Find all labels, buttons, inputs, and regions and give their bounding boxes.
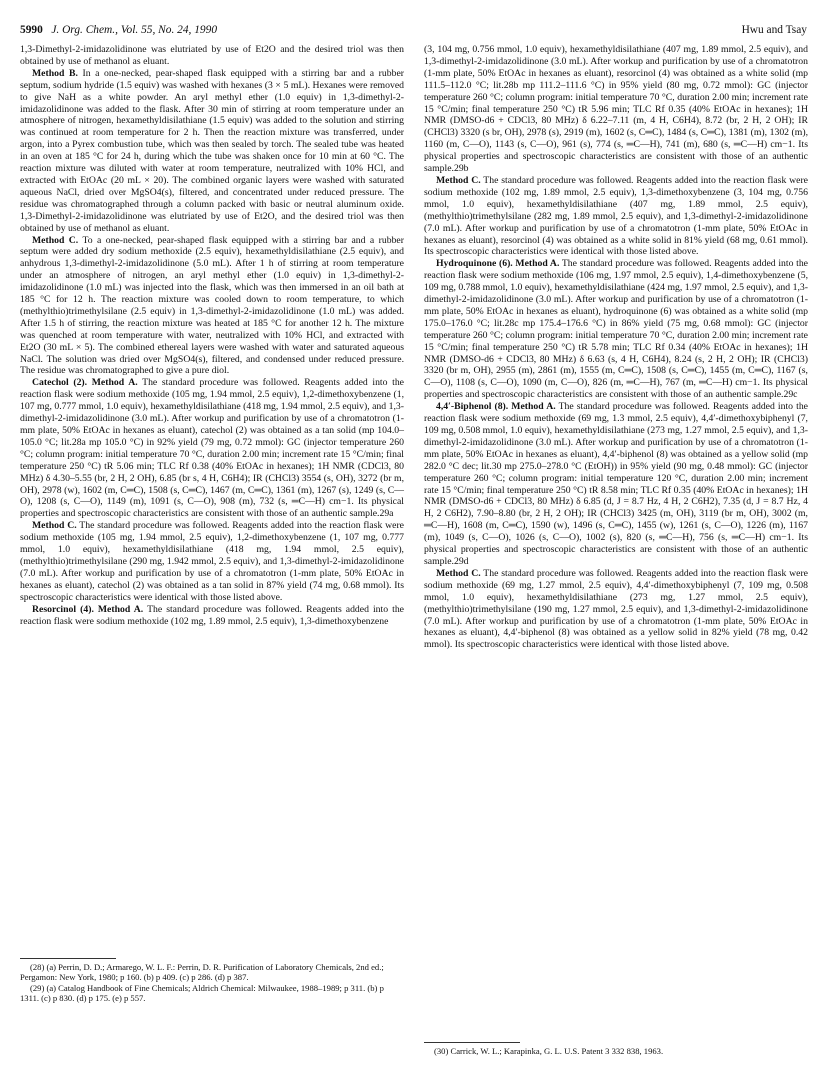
paragraph-lead: Method C. (32, 520, 77, 532)
paragraph-lead: Method C. (436, 567, 481, 579)
paragraph-lead: Resorcinol (4). Method A. (32, 603, 144, 615)
paragraph: Method C. The standard procedure was followed. Reagents added into the reaction flask were sodium methoxide (102 mg, 1.89 mmol, 2.5 equiv), 1,3-dimethoxybenzene (3, 104 mg, 0.756 mmol, 1.0 equiv), hexamethyldisilathiane (407 mg, 1.89 mmol, 2.5 equiv), (methylthio)trimethylsilane (282 mg, 1.89 mmol, 2.5 equiv), and 1,3-dimethyl-2-imidazolidinone (7.0 mL). After workup and purification by use of a chromatotron (1-mm plate, 50% EtOAc in hexanes as eluant), resorcinol (4) was obtained as a white solid in 81% yield (68 mg, 0.61 mmol). Its spectroscopic characteristics were identical with those listed above. (424, 174, 808, 258)
footnotes-right (424, 1046, 808, 1056)
paragraph: (3, 104 mg, 0.756 mmol, 1.0 equiv), hexamethyldisilathiane (407 mg, 1.89 mmol, 2.5 equiv), and 1,3-dimethyl-2-imidazolidinone (3.0 mL). After workup and purification by use of a chromatotron (1-mm plate, 50% EtOAc in hexanes as eluant), resorcinol (4) was obtained as a white solid (mp 111.5–112.0 °C; lit.28b mp 111.2–111.6 °C) in 95% yield (80 mg, 0.72 mmol): GC (injector temperature 260 °C; column program: initial temperature 70 °C, duration 2.00 min; increment rate 15 °C/min; final temperature 250 °C) tR 5.96 min; TLC Rf 0.35 (40% EtOAc in hexanes); 1H NMR (DMSO-d6 + CDCl3, 80 MHz) δ 6.22–7.11 (m, 4 H, C6H4), 8.72 (br, 2 H, 2 OH); IR (CHCl3) 3320 (s br, OH), 2978 (s), 2919 (m), 1602 (s, C═C), 1484 (s, C═C), 1381 (m), 1302 (m), 1160 (m, C—O), 1143 (s, C—O), 961 (s), 774 (s, ═C—H), 741 (m), 680 (s, ═C—H) cm−1. Its physical properties and spectroscopic characteristics are consistent with those of an authentic sample.29b (424, 44, 808, 175)
paragraph: Method C. To a one-necked, pear-shaped flask equipped with a stirring bar and a rubber septum were added dry sodium methoxide (2.5 equiv), hexamethyldisilathiane (2.5 equiv), and anhydrous 1,3-dimethyl-2-imidazolidinone (5.0 mL). After 1 h of stirring at room temperature under an atmosphere of nitrogen, an aryl methyl ether (1.0 equiv) in 1,3-dimethyl-2-imidazolidinone (1.0 mL) was injected into the flask, which was then immersed in an oil bath at 185 °C for 12 h. The reaction mixture was cooled down to room temperature, to which (methylthio)trimethylsilane (2.5 equiv) in 1,3-dimethyl-2-imidazolidinone (1.0 mL) was added. After 1.5 h of stirring, the reaction mixture was heated at 185 °C for another 12 h. The mixture was quenched at room temperature with water, neutralized with 10% HCl, and extracted with Et2O (30 mL × 5). The combined ethereal layers were washed with water and saturated aqueous NaCl. The solution was dried over MgSO4(s), filtered, and condensed under reduced pressure. The residue was chromatographed to give a pure diol. (20, 234, 404, 377)
authors: Hwu and Tsay (741, 24, 807, 36)
footnote: (30) Carrick, W. L.; Karapinka, G. L. U.S. Patent 3 332 838, 1963. (434, 1046, 664, 1056)
paragraph-lead: Method C. (32, 234, 79, 246)
paragraph-lead: Hydroquinone (6). Method A. (436, 258, 560, 270)
left-column (20, 44, 404, 627)
page-number: 5990 (20, 24, 43, 36)
paragraph-lead: Method B. (32, 67, 78, 79)
paragraph: Method C. The standard procedure was followed. Reagents added into the reaction flask were sodium methoxide (69 mg, 1.27 mmol, 2.5 equiv), 4,4′-dimethoxybiphenyl (7, 109 mg, 0.508 mmol, 1.0 equiv), hexamethyldisilathiane (273 mg, 1.27 mmol, 2.5 equiv), (methylthio)trimethylsilane (190 mg, 1.27 mmol, 2.5 equiv), and 1,3-dimethyl-2-imidazolidinone (7.0 mL). After workup and purification by use of a chromatotron (1-mm plate, 50% EtOAc in hexanes as eluant), 4,4′-biphenol (8) was obtained as a yellow solid in 82% yield (78 mg, 0.42 mmol). Its spectroscopic characteristics were identical with those listed above. (424, 567, 808, 651)
paragraph-lead: 4,4′-Biphenol (8). Method A. (436, 401, 556, 413)
paragraph: Resorcinol (4). Method A. The standard procedure was followed. Reagents added into the reaction flask were sodium methoxide (102 mg, 1.89 mmol, 2.5 equiv), 1,3-dimethoxybenzene (20, 603, 404, 627)
right-column (424, 44, 808, 651)
footnote-rule (424, 1042, 520, 1043)
journal-citation: J. Org. Chem., Vol. 55, No. 24, 1990 (51, 24, 218, 36)
footnote: (28) (a) Perrin, D. D.; Armarego, W. L. F.: Perrin, D. R. Purification of Laboratory Chemicals, 2nd ed.; Pergamon: New York, 1980; p 160. (b) p 409. (c) p 286. (d) p 387. (20, 962, 384, 983)
paragraph-lead: Method C. (436, 174, 481, 186)
running-header (20, 22, 807, 38)
footnote: (29) (a) Catalog Handbook of Fine Chemicals; Aldrich Chemical: Milwaukee, 1988–1989; p 311. (b) p 1311. (c) p 830. (d) p 175. (e) p 557. (20, 982, 384, 1004)
footnote-rule (20, 958, 116, 959)
paragraph: Catechol (2). Method A. The standard procedure was followed. Reagents added into the reaction flask were sodium methoxide (105 mg, 1.94 mmol, 2.5 equiv), 1,2-dimethoxybenzene (1, 107 mg, 0.777 mmol, 1.0 equiv), hexamethyldisilathiane (418 mg, 1.94 mmol, 2.5 equiv), and 1,3-dimethyl-2-imidazolidinone (3.0 mL). After workup and purification by use of a chromatotron (1-mm plate, 50% EtOAc in hexanes as eluant), catechol (2) was obtained as a tan solid (mp 104.0–105.0 °C; lit.28a mp 105.0 °C) in 92% yield (79 mg, 0.72 mmol): GC (injector temperature 260 °C; column program: initial temperature 70 °C, duration 2.00 min; increment rate 15 °C/min; final temperature 250 °C) tR 5.06 min; TLC Rf 0.38 (40% EtOAc in hexanes); 1H NMR (CDCl3, 80 MHz) δ 4.30–5.55 (br, 2 H, 2 OH), 6.85 (br s, 4 H, C6H4); IR (CHCl3) 3554 (s, OH), 3272 (br m, OH), 2978 (w), 1602 (m, C═C), 1508 (s, C═C), 1467 (m, C═C), 1361 (m), 1267 (s), 1249 (s, C—O), 1208 (s, C—O), 1149 (m), 1091 (s, C—O), 908 (m), 732 (s, ═C—H) cm−1. Its physical properties and spectroscopic characteristics are consistent with those of an authentic sample.29a (20, 377, 404, 520)
paragraph: Method C. The standard procedure was followed. Reagents added into the reaction flask were sodium methoxide (105 mg, 1.94 mmol, 2.5 equiv), 1,2-dimethoxybenzene (1, 107 mg, 0.777 mmol, 1.0 equiv), hexamethyldisilathiane (418 mg, 1.94 mmol, 2.5 equiv), (methylthio)trimethylsilane (290 mg, 1.942 mmol, 2.5 equiv), and 1,3-dimethyl-2-imidazolidinone (7.0 mL). After workup and purification by use of a chromatotron (1-mm plate, 50% EtOAc in hexanes as eluant), catechol (2) was obtained as a tan solid in 87% yield (74 mg, 0.68 mmol). Its spectroscopic characteristics were identical with those listed above. (20, 520, 404, 603)
paragraph: Hydroquinone (6). Method A. The standard procedure was followed. Reagents added into the reaction flask were sodium methoxide (106 mg, 1.97 mmol, 2.5 equiv), 1,4-dimethoxybenzene (5, 109 mg, 0.788 mmol, 1.0 equiv), hexamethyldisilathiane (424 mg, 1.97 mmol, 2.5 equiv), and 1,3-dimethyl-2-imidazolidinone (3.0 mL). After workup and purification by use of a chromatotron (1-mm plate, 50% EtOAc in hexanes as eluant), hydroquinone (6) was obtained as a white solid (mp 175.0–176.0 °C; lit.28c mp 175.4–176.6 °C) in 86% yield (75 mg, 0.68 mmol): GC (injector temperature 260 °C; column program: initial temperature 70 °C, duration 2.00 min; increment rate 15 °C/min; final temperature 250 °C) tR 5.78 min; TLC Rf 0.34 (40% EtOAc in hexanes); 1H NMR (DMSO-d6 + CDCl3, 80 MHz) δ 6.63 (s, 4 H, C6H4), 8.24 (s, 2 H, 2 OH); IR (CHCl3) 3320 (br m, OH), 2955 (m), 2861 (m), 1555 (m, C═C), 1508 (s, C═C), 1455 (m, C═C), 1167 (s, C—O), 1108 (s, C—O), 1090 (m, C—O), 826 (m, ═C—H), 767 (m, ═C—H) cm−1. Its physical properties and spectroscopic characteristics are consistent with those of an authentic sample.29c (424, 258, 808, 401)
paragraph: 1,3-Dimethyl-2-imidazolidinone was elutriated by use of Et2O and the desired triol was then obtained by use of methanol as eluant. (20, 44, 404, 67)
paragraph-lead: Catechol (2). Method A. (32, 377, 138, 389)
paragraph: Method B. In a one-necked, pear-shaped flask equipped with a stirring bar and a rubber septum, sodium hydride (1.5 equiv) was washed with hexanes (3 × 5 mL). Hexanes were removed to give NaH as a white powder. An aryl methyl ether (1.0 equiv) in 1,3-dimethyl-2-imidazolidinone was added to the flask. After 30 min of stirring at room temperature under an atmosphere of nitrogen, hexamethyldisilathiane (1.5 equiv) was added to the solution and stirring was continued at room temperature for 2 h. Then the reaction mixture was transferred, under argon, into a Pyrex combustion tube, which was then sealed by torch. The sealed tube was heated in an oven at 185 °C for 24 h, during which the tube was shaken once for 10 min at 60 °C. The reaction mixture was diluted with water at room temperature, neutralized with 10% HCl, and extracted with EtOAc (20 mL × 20). The combined organic layers were washed with saturated aqueous NaCl, dried over MgSO4(s), filtered, and concentrated under reduced pressure. The residue was chromatographed through a column packed with basic or neutral aluminum oxide. 1,3-Dimethyl-2-imidazolidinone was elutriated by use of Et2O, and the desired triol was then obtained by use of methanol as eluant. (20, 67, 405, 234)
footnotes-left (20, 962, 404, 1004)
paragraph: 4,4′-Biphenol (8). Method A. The standard procedure was followed. Reagents added into the reaction flask were sodium methoxide (69 mg, 1.3 mmol, 2.5 equiv), 4,4′-dimethoxybiphenyl (7, 109 mg, 0.508 mmol, 1.0 equiv), hexamethyldisilathiane (273 mg, 1.27 mmol, 2.5 equiv), and 1,3-dimethyl-2-imidazolidinone (3.0 mL). After workup and purification by use of a chromatotron (1-mm plate, 50% EtOAc in hexanes as eluant), 4,4′-biphenol (8) was obtained as a yellow solid (mp 282.0 °C dec; lit.30 mp 275.0–278.0 °C (EtOH)) in 95% yield (90 mg, 0.48 mmol): GC (injector temperature 260 °C; column program: initial temperature 120 °C, duration 2.00 min; increment rate 15 °C/min; final temperature 250 °C) tR 8.58 min; TLC Rf 0.35 (40% EtOAc in hexanes); 1H NMR (DMSO-d6 + CDCl3, 80 MHz) δ 6.85 (d, J = 8.7 Hz, 4 H, 2 C6H2), 7.35 (d, J = 8.7 Hz, 4 H, 2 C6H2), 7.90–8.80 (br, 2 H, 2 OH); IR (CHCl3) 3425 (m, OH), 3119 (br m, OH), 3002 (m, ═C—H), 1608 (m, C═C), 1590 (w), 1496 (s, C═C), 1455 (w), 1261 (s, C—O), 1226 (m), 1167 (m), 1049 (s, C—O), 1026 (s, C—O), 1002 (s), 820 (s, ═C—H), 756 (s, ═C—H) cm−1. Its physical properties and spectroscopic characteristics are consistent with those of an authentic sample.29d (424, 401, 808, 567)
